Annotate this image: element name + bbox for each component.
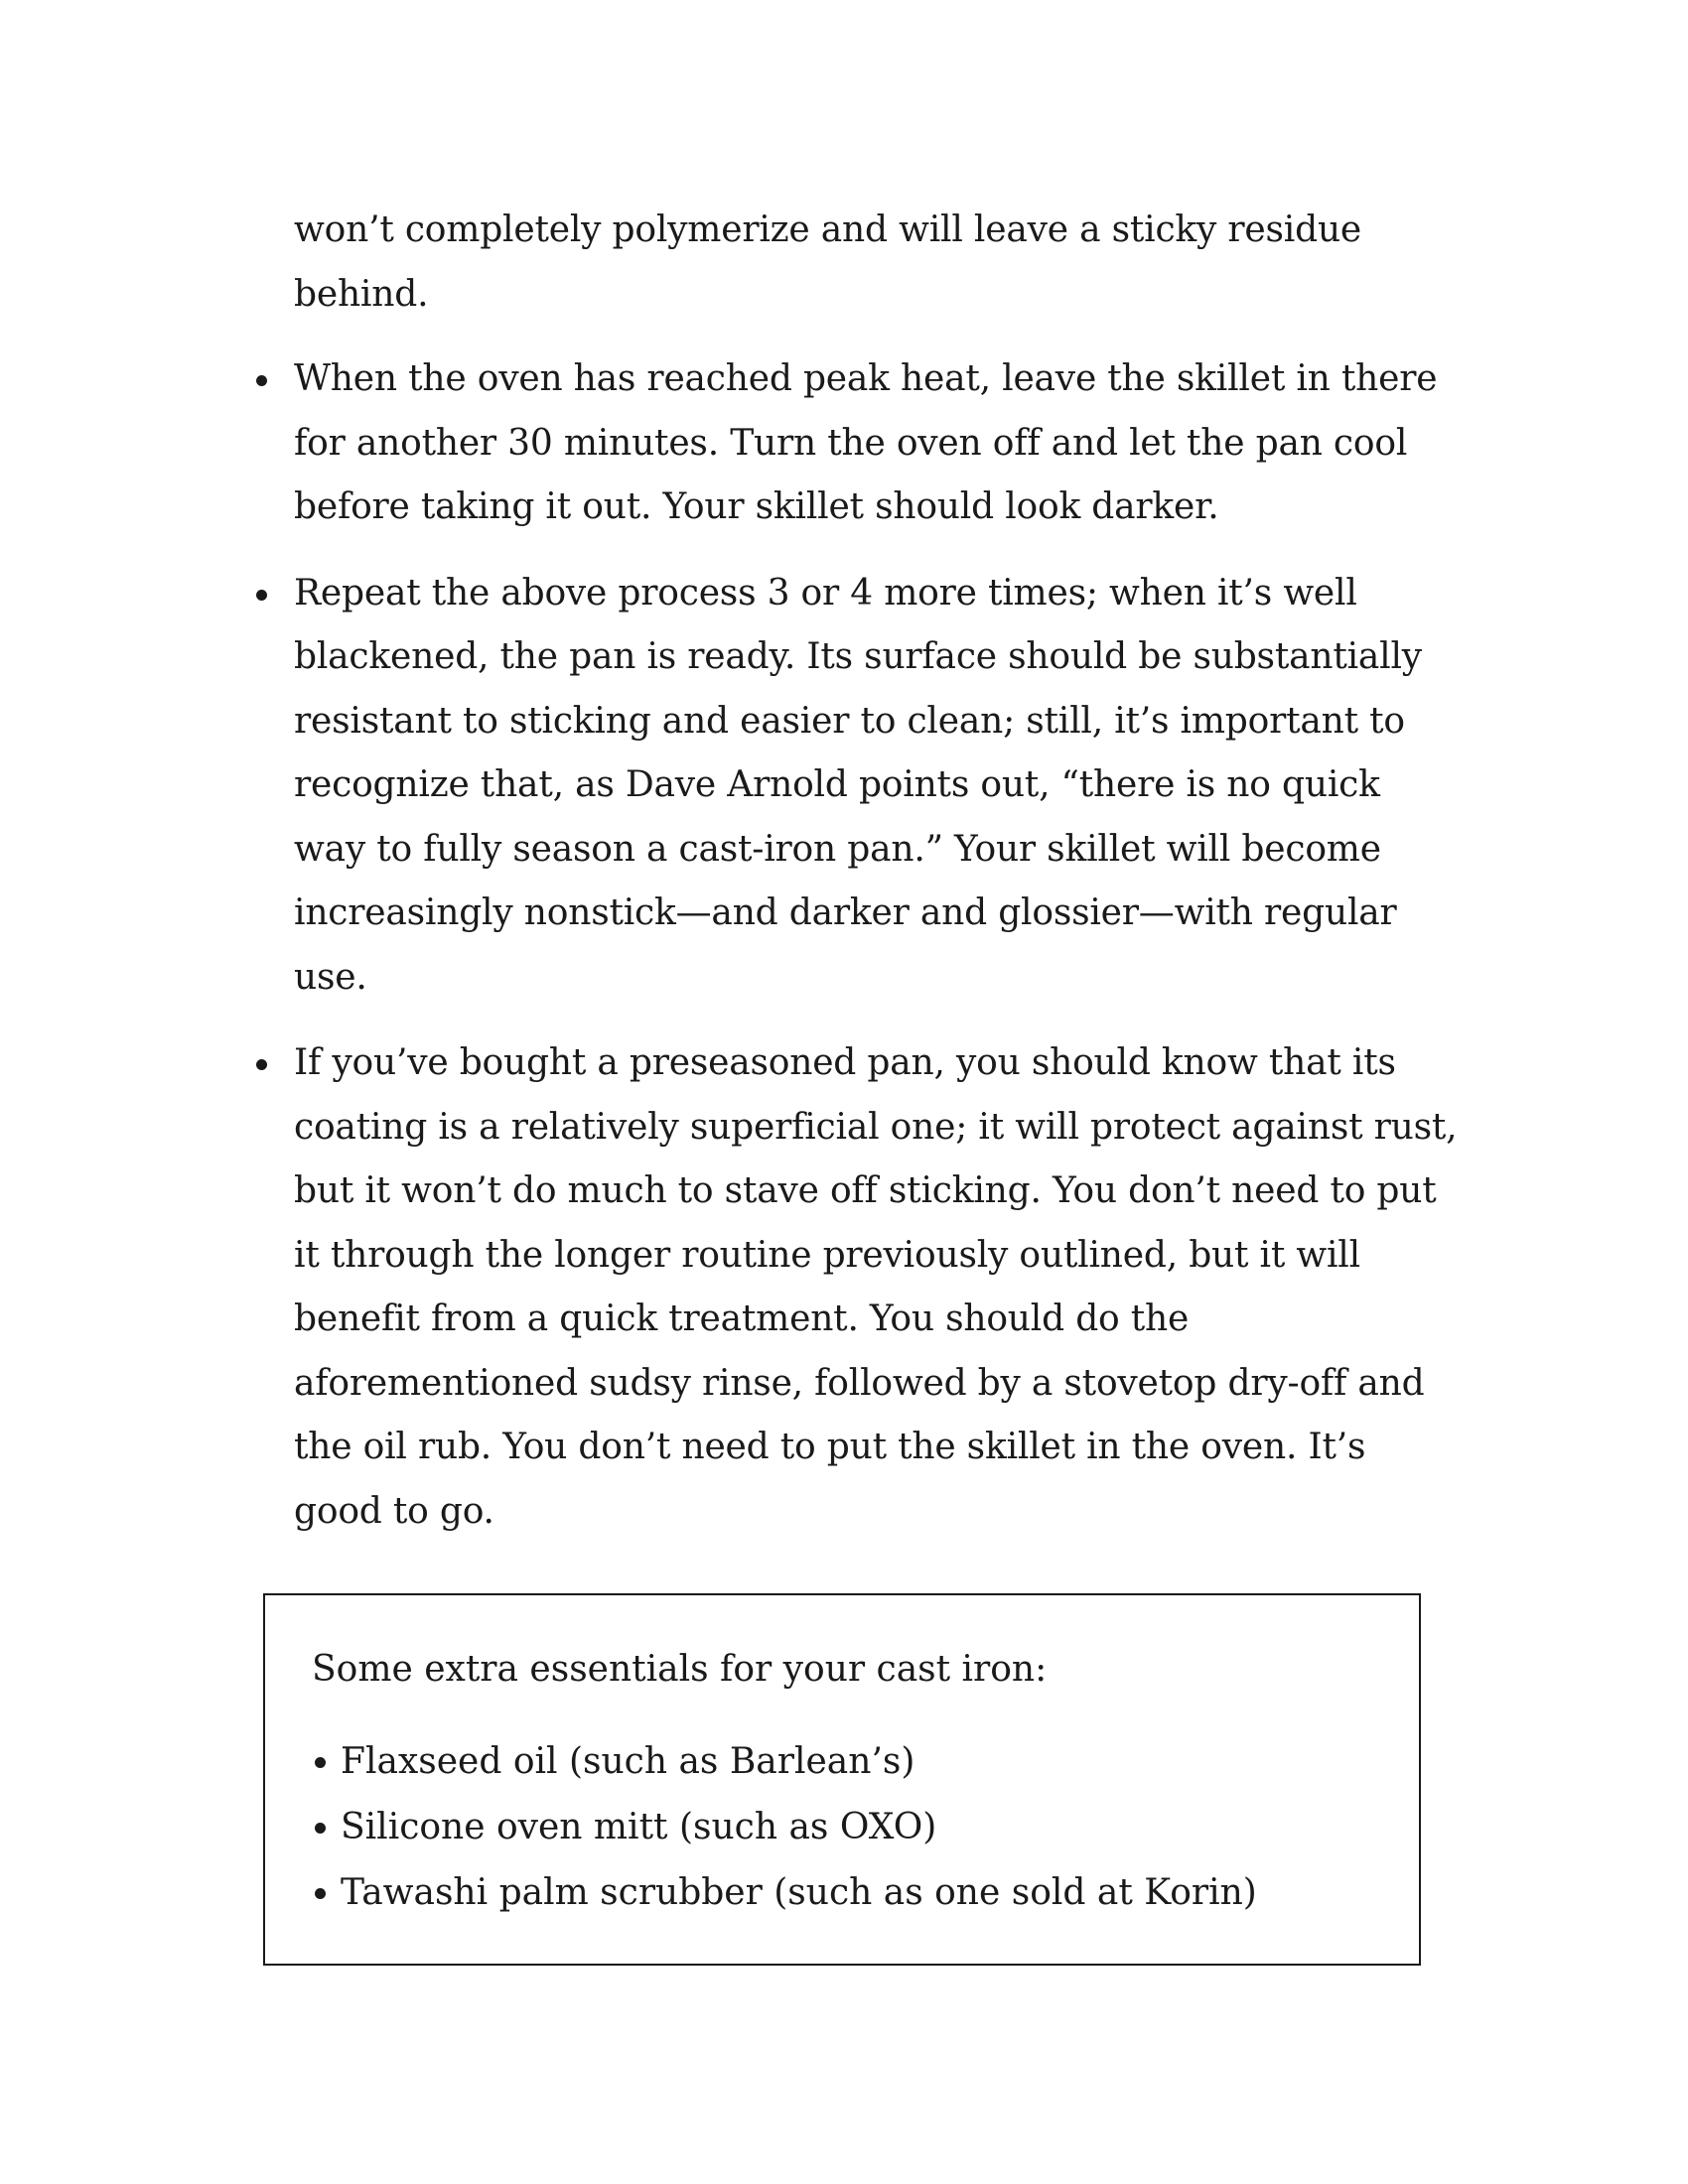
essentials-item (315, 1795, 1257, 1860)
instruction-item-2 (294, 562, 1461, 1011)
essentials-item-label: Tawashi palm scrubber (such as one sold at Korin) (341, 1872, 1257, 1913)
continuation-paragraph: won’t completely polymerize and will leave a sticky residue behind. (294, 209, 1362, 315)
bullet-icon (256, 590, 267, 601)
instructions-list (0, 347, 1688, 1566)
essentials-item-label: Flaxseed oil (such as Barlean’s) (341, 1741, 915, 1782)
essentials-sidebar-box (263, 1593, 1421, 1966)
sidebar-title: Some extra essentials for your cast iron: (312, 1649, 1048, 1690)
essentials-item-label: Silicone oven mitt (such as OXO) (341, 1807, 937, 1847)
bullet-icon (315, 1888, 326, 1899)
bullet-icon (256, 1059, 267, 1070)
essentials-list (315, 1729, 1257, 1926)
instruction-text: Repeat the above process 3 or 4 more times; when it’s well blackened, the pan is ready. Its surface should be substantially resistant to sticking and easier to clean; still, it’s important to recognize that, as Dave Arnold points out, “there is no quick way to fully season a cast-iron pan.” Your skillet will become increasingly nonstick—and darker and glossier—with regular use. (294, 572, 1422, 998)
instruction-text: If you’ve bought a preseasoned pan, you should know that its coating is a relatively superficial one; it will protect against rust, but it won’t do much to stave off sticking. You don’t need to put it through the longer routine previously outlined, but it will benefit from a quick treatment. You should do the aforementioned sudsy rinse, followed by a stovetop dry-off and the oil rub. You don’t need to put the skillet in the oven. It’s good to go. (294, 1042, 1458, 1532)
essentials-item (315, 1860, 1257, 1926)
bullet-icon (315, 1823, 326, 1834)
instruction-item-3 (294, 1031, 1461, 1544)
essentials-item (315, 1729, 1257, 1795)
instruction-item-1 (294, 347, 1461, 540)
bullet-icon (256, 375, 267, 386)
instruction-text: When the oven has reached peak heat, leave the skillet in there for another 30 minutes. Turn the oven off and let the pan cool before taking it out. Your skillet should look darker. (294, 358, 1438, 527)
bullet-icon (315, 1757, 326, 1768)
